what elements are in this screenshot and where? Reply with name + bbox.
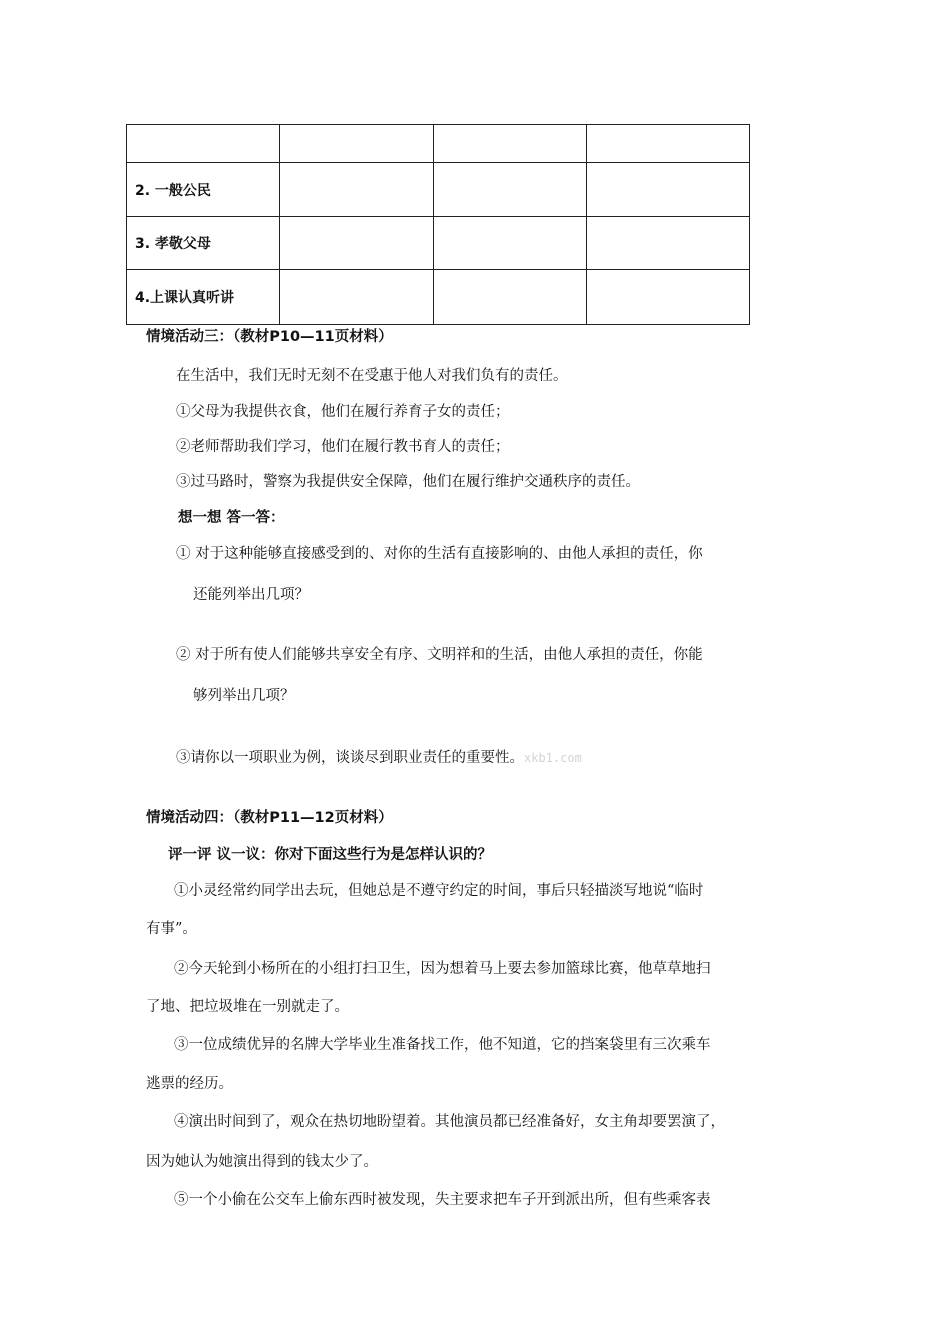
question-1-line-1: ① 对于这种能够直接感受到的、对你的生活有直接影响的、由他人承担的责任，你 <box>176 546 703 562</box>
row-label <box>127 125 280 163</box>
case-line: 了地、把垃圾堆在一别就走了。 <box>146 999 349 1015</box>
case-line: 逃票的经历。 <box>146 1076 233 1092</box>
row-label: 4.上课认真听讲 <box>127 270 280 325</box>
table-row <box>127 270 750 325</box>
case-line: ③一位成绩优异的名牌大学毕业生准备找工作，他不知道，它的挡案袋里有三次乘车 <box>174 1037 711 1053</box>
question-2-line-2: 够列举出几项？ <box>193 688 295 704</box>
case-line: ①小灵经常约同学出去玩，但她总是不遵守约定的时间，事后只轻描淡写地说“临时 <box>174 883 704 899</box>
watermark: xkb1.com <box>524 751 582 765</box>
question-3-text: ③请你以一项职业为例，谈谈尽到职业责任的重要性。 <box>176 750 524 766</box>
case-line: ⑤一个小偷在公交车上偷东西时被发现，失主要求把车子开到派出所，但有些乘客表 <box>174 1192 711 1208</box>
case-line: 有事”。 <box>146 921 197 937</box>
activity3-intro: 在生活中，我们无时无刻不在受惠于他人对我们负有的责任。 <box>176 368 568 384</box>
question-1-line-2: 还能列举出几项？ <box>193 587 309 603</box>
activity3-item: ①父母为我提供衣食，他们在履行养育子女的责任； <box>176 404 510 420</box>
question-2-line-1: ② 对于所有使人们能够共享安全有序、文明祥和的生活，由他人承担的责任，你能 <box>176 647 703 663</box>
case-line: ②今天轮到小杨所在的小组打扫卫生，因为想着马上要去参加篮球比赛，他草草地扫 <box>174 961 711 977</box>
question-3 <box>176 748 582 768</box>
activity3-item: ②老师帮助我们学习，他们在履行教书育人的责任； <box>176 439 510 455</box>
activity4-heading: 情境活动四：（教材P11—12页材料） <box>146 810 393 826</box>
row-label: 3. 孝敬父母 <box>127 217 280 270</box>
case-line: 因为她认为她演出得到的钱太少了。 <box>146 1154 378 1170</box>
case-line: ④演出时间到了，观众在热切地盼望着。其他演员都已经准备好，女主角却要罢演了， <box>174 1114 725 1130</box>
table-row <box>127 163 750 217</box>
table-row <box>127 217 750 270</box>
think-heading: 想一想 答一答： <box>178 510 285 526</box>
discuss-heading: 评一评 议一议：你对下面这些行为是怎样认识的？ <box>168 847 493 863</box>
row-label: 2. 一般公民 <box>127 163 280 217</box>
activity3-heading: 情境活动三：（教材P10—11页材料） <box>146 329 393 345</box>
table-row <box>127 125 750 163</box>
responsibility-table <box>126 124 750 325</box>
activity3-item: ③过马路时，警察为我提供安全保障，他们在履行维护交通秩序的责任。 <box>176 474 640 490</box>
